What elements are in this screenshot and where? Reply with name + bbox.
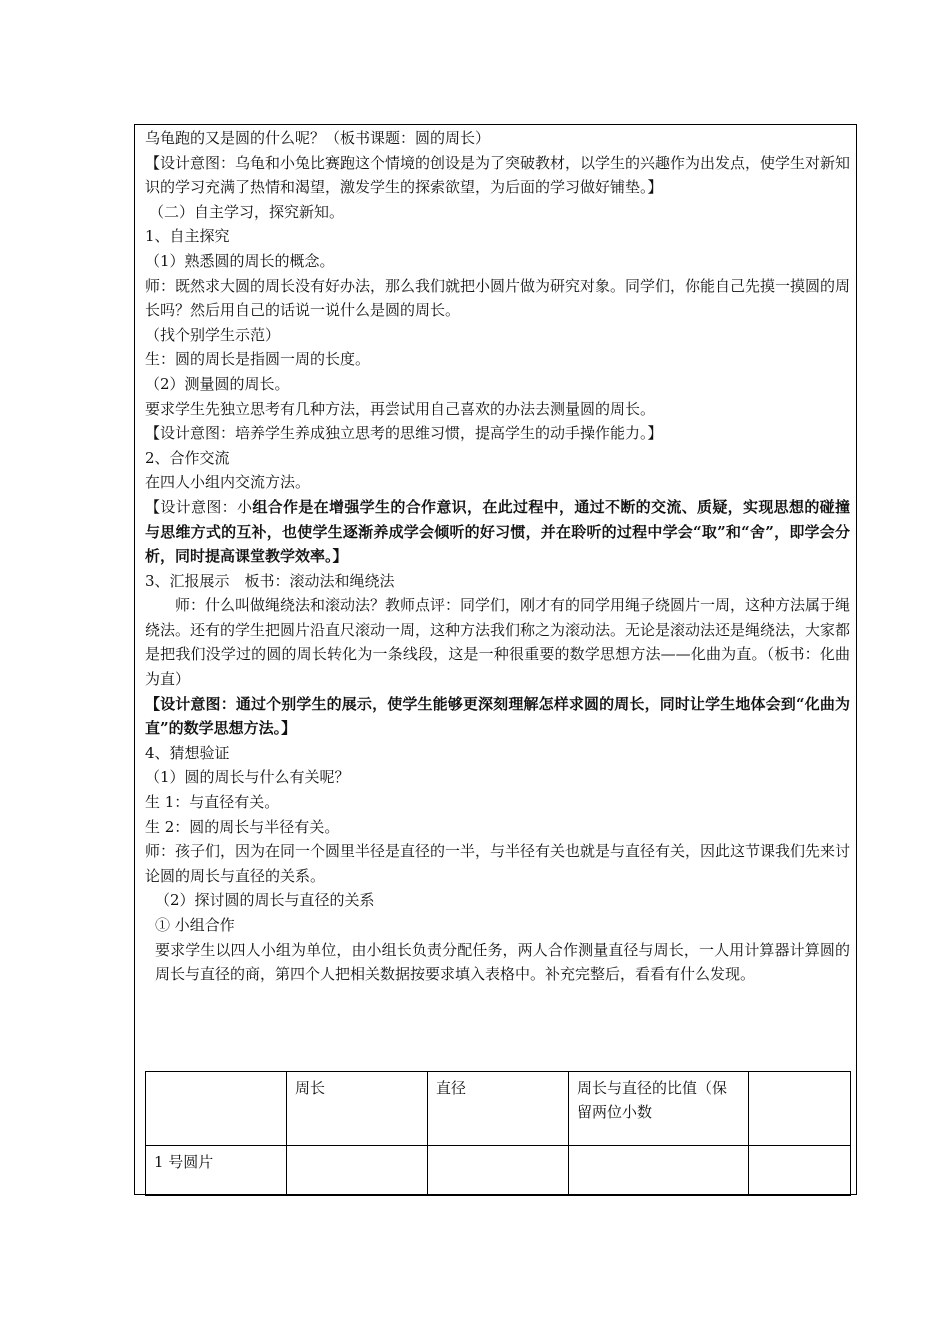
subheading-guess: 4、猜想验证 [145, 743, 230, 762]
instruction-group: 在四人小组内交流方法。 [145, 473, 311, 492]
table-cell: 1 号圆片 [146, 1146, 287, 1196]
instruction-measure: 要求学生先独立思考有几种方法，再尝试用自己喜欢的办法去测量圆的周长。 [145, 399, 656, 418]
subheading-cooperate: 2、合作交流 [145, 448, 230, 467]
table-row [146, 1146, 851, 1196]
table-header-cell [749, 1072, 851, 1146]
design-intent-3-lead: 【设计意图：小 [145, 497, 253, 516]
table-cell [569, 1146, 749, 1196]
teacher-prompt-1: 师：既然求大圆的周长没有好办法，那么我们就把小圆片做为研究对象。同学们，你能自己先摸一摸圆的周长吗？然后用自己的话说一说什么是圆的周长。 [145, 276, 851, 320]
question-relation: （1）圆的周长与什么有关呢？ [145, 768, 350, 787]
design-intent-4: 【设计意图：通过个别学生的展示，使学生能够更深刻理解怎样求圆的周长，同时让学生地体会到“化曲为直”的数学思想方法。】 [145, 694, 850, 738]
design-intent-1: 【设计意图：乌龟和小兔比赛跑这个情境的创设是为了突破教材，以学生的兴趣作为出发点，使学生对新知识的学习充满了热情和渴望，激发学生的探索欲望，为后面的学习做好铺垫。】 [145, 153, 851, 197]
step-2-measure: （2）测量圆的周长。 [145, 374, 290, 393]
subheading-report: 3、汇报展示 板书：滚动法和绳绕法 [145, 571, 395, 590]
subheading-self-explore: 1、自主探究 [145, 227, 230, 246]
teacher-explanation: 师：什么叫做绳绕法和滚动法？教师点评：同学们，刚才有的同学用绳子绕圆片一周，这种方法属于绳绕法。还有的学生把圆片沿直尺滚动一周，这种方法我们称之为滚动法。无论是滚动法还是绳绕法，大家都是把我们没学过的圆的周长转化为一条线段，这是一种很重要的数学思想方法——化曲为直。（板书：化曲为直） [145, 596, 851, 689]
student-answer-1: 生：圆的周长是指圆一周的长度。 [145, 350, 371, 369]
student-answer-3: 生 2：圆的周长与半径有关。 [145, 817, 340, 836]
table-header-cell: 直径 [428, 1072, 569, 1146]
design-intent-3-bold: 组合作是在增强学生的合作意识，在此过程中，通过不断的交流、质疑，实现思想的碰撞与思维方式的互补，也使学生逐渐养成学会倾听的好习惯，并在聆听的过程中学会“取”和“舍”，即学会分析，同时提高课堂教学效率。】 [145, 497, 850, 566]
step-2-explore-relation: （2）探讨圆的周长与直径的关系 [155, 891, 375, 910]
measurement-table [145, 1071, 851, 1196]
paragraph-intro-question: 乌龟跑的又是圆的什么呢？（板书课题：圆的周长） [145, 129, 491, 147]
table-header-cell: 周长与直径的比值（保留两位小数 [569, 1072, 749, 1146]
document-body [145, 126, 850, 987]
design-intent-2: 【设计意图：培养学生养成独立思考的思维习惯，提高学生的动手操作能力。】 [145, 424, 663, 443]
step-1-concept: （1）熟悉圆的周长的概念。 [145, 251, 335, 270]
design-intent-3 [145, 495, 850, 569]
note-demo: （找个别学生示范） [145, 325, 281, 344]
group-work-heading: ① 小组合作 [155, 916, 235, 934]
table-header-cell [146, 1072, 287, 1146]
section-heading-2: （二）自主学习，探究新知。 [149, 202, 345, 221]
teacher-summary: 师：孩子们，因为在同一个圆里半径是直径的一半，与半径有关也就是与直径有关，因此这节课我们先来讨论圆的周长与直径的关系。 [145, 842, 851, 885]
table-header-cell: 周长 [287, 1072, 428, 1146]
table-header-row [146, 1072, 851, 1146]
group-work-instruction: 要求学生以四人小组为单位，由小组长负责分配任务，两人合作测量直径与周长，一人用计算器计算圆的周长与直径的商，第四个人把相关数据按要求填入表格中。补充完整后，看看有什么发现。 [155, 940, 850, 984]
table-cell [428, 1146, 569, 1196]
table-cell [749, 1146, 851, 1196]
student-answer-2: 生 1：与直径有关。 [145, 793, 280, 812]
table-cell [287, 1146, 428, 1196]
